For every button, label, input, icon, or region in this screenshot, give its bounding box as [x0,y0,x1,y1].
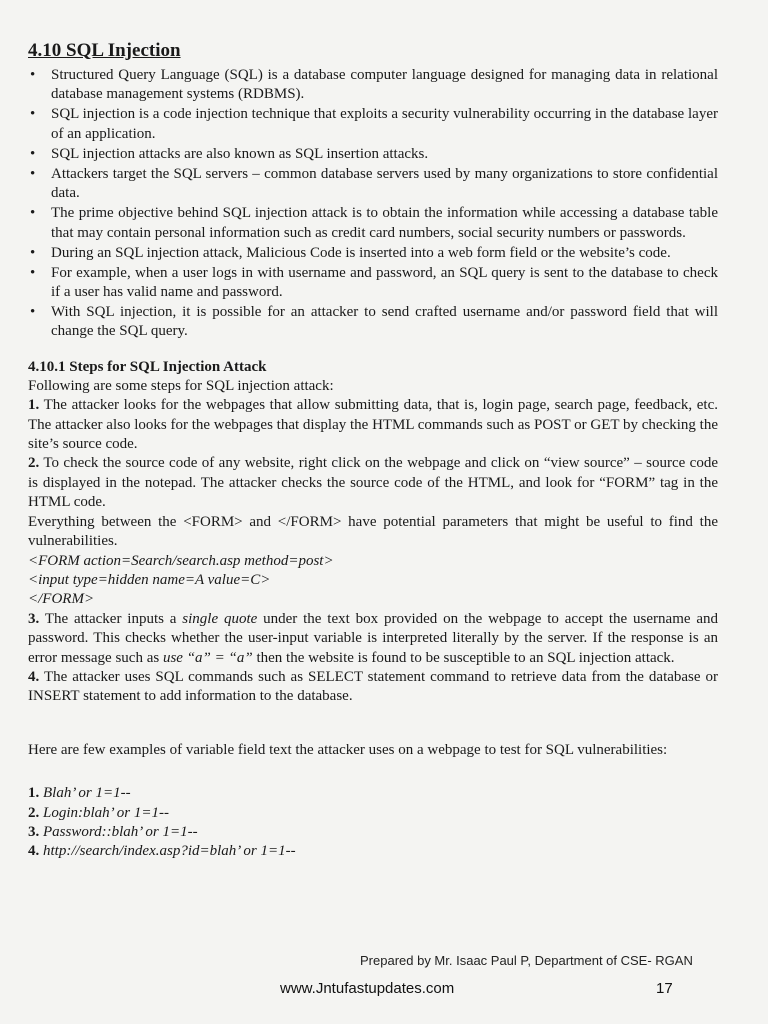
step-text: The attacker inputs a [44,610,183,627]
examples-list [28,784,718,862]
step-4 [28,668,718,707]
page-number: 17 [656,980,673,997]
step-text: The attacker uses SQL commands such as SELECT statement command to retrieve data from the database or INSERT statement to add information to the database. [28,668,718,705]
emphasis-text: single quote [182,610,258,627]
list-item [28,784,718,803]
step-text: then the website is found to be susceptible to an SQL injection attack. [252,649,675,666]
example-text: Password::blah’ or 1=1-- [43,823,198,840]
list-item: • With SQL injection, it is possible for an attacker to send crafted username and/or password field that will change the SQL query. [28,303,718,342]
example-number: 4. [28,843,40,860]
example-number: 2. [28,804,40,821]
list-item: • During an SQL injection attack, Malicious Code is inserted into a web form field or the website’s code. [28,244,718,263]
example-text: Login:blah’ or 1=1-- [43,804,169,821]
list-item: • Attackers target the SQL servers – common database servers used by many organizations to store confidential data. [28,165,718,204]
list-item: • SQL injection attacks are also known as SQL insertion attacks. [28,145,718,164]
subsection-title: 4.10.1 Steps for SQL Injection Attack [28,358,267,375]
step-text: under the text box provided on the webpage to accept the username and password. This checks whether the user-input variable is interpreted literally by the server. If the response is an error message such as [28,610,719,666]
examples-intro: Here are few examples of variable field text the attacker uses on a webpage to test for SQL vulnerabilities: [28,741,668,758]
bullet-list [28,66,718,342]
code-line: <FORM action=Search/search.asp method=post> [28,552,334,569]
steps-intro: Following are some steps for SQL injection attack: [28,377,334,394]
list-item [28,823,718,842]
list-item [28,804,718,823]
code-line: </FORM> [28,591,95,608]
step-3 [28,610,718,668]
list-item: • SQL injection is a code injection technique that exploits a security vulnerability occurring in the database layer of an application. [28,105,718,144]
step-number: 3. [28,610,40,627]
document-page [28,40,718,862]
website-url: www.Jntufastupdates.com [280,980,455,997]
example-text: Blah’ or 1=1-- [43,785,131,802]
form-explanation: Everything between the <FORM> and </FORM> have potential parameters that might be useful to find the vulnerabilities. [28,513,718,550]
example-number: 1. [28,785,40,802]
step-number: 4. [28,668,40,685]
author-credit: Prepared by Mr. Isaac Paul P, Department of CSE- RGAN [360,953,693,968]
section-title: 4.10 SQL Injection [28,40,181,61]
list-item [28,842,718,861]
example-number: 3. [28,823,40,840]
step-2 [28,454,718,512]
code-line: <input type=hidden name=A value=C> [28,571,271,588]
step-1 [28,396,718,454]
list-item: • The prime objective behind SQL injection attack is to obtain the information while accessing a database table that may contain personal information such as credit card numbers, social security numbers or passwords. [28,204,718,243]
emphasis-text: use “a” = “a” [162,649,253,666]
step-number: 1. [28,397,40,414]
list-item: • Structured Query Language (SQL) is a database computer language designed for managing data in relational database management systems (RDBMS). [28,66,718,105]
step-text: The attacker looks for the webpages that allow submitting data, that is, login page, search page, feedback, etc. The attacker also looks for the webpages that display the HTML commands such as POST or GET by checking the site’s source code. [28,397,718,453]
step-number: 2. [28,455,40,472]
step-text: To check the source code of any website, right click on the webpage and click on “view source” – source code is displayed in the notepad. The attacker checks the source code of the HTML, and look for “FORM” tag in the HTML code. [28,455,719,511]
spacer [28,760,718,784]
spacer [28,707,718,741]
list-item: • For example, when a user logs in with username and password, an SQL query is sent to the database to check if a user has valid name and password. [28,264,718,303]
example-text: http://search/index.asp?id=blah’ or 1=1-- [43,843,296,860]
